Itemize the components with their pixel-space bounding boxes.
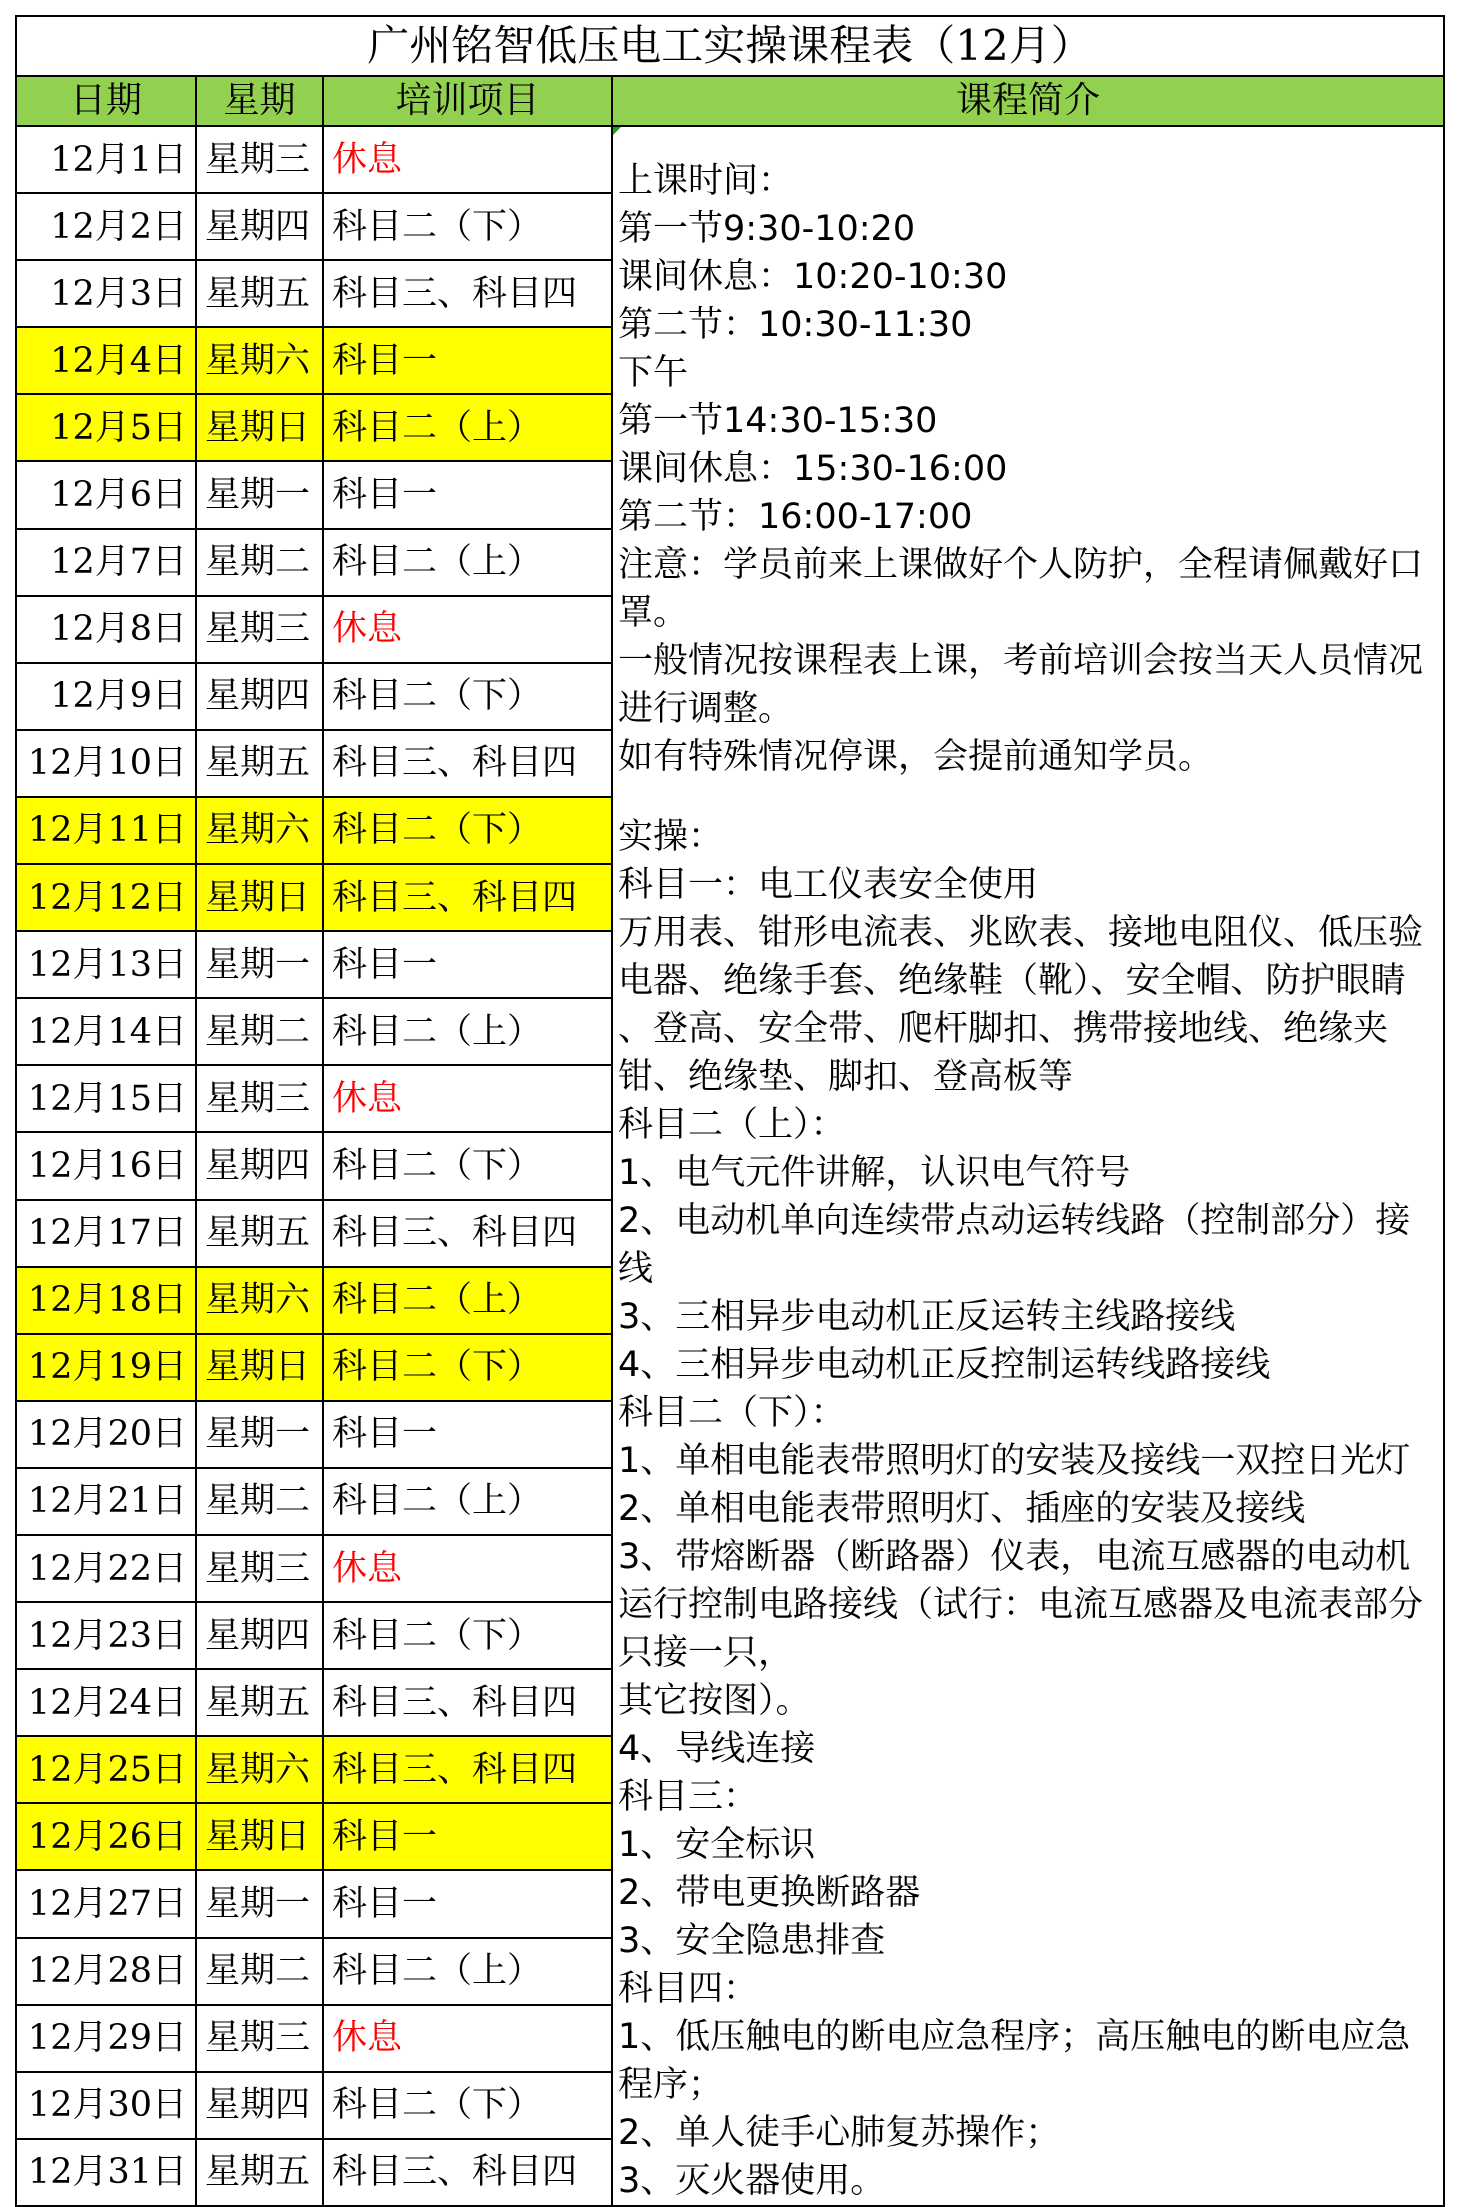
weekday-cell: 星期三 — [196, 126, 323, 193]
weekday-cell: 星期三 — [196, 1065, 323, 1132]
description-line: 科目二（上）： — [618, 1105, 846, 1145]
column-header-date: 日期 — [16, 76, 196, 126]
weekday-cell: 星期日 — [196, 1803, 323, 1870]
training-item-cell: 科目三、科目四 — [323, 1200, 612, 1267]
description-line: 3、带熔断器（断路器）仪表，电流互感器的电动机运行控制电路接线（试行：电流互感器及电流表部分只接一只， — [618, 1537, 1424, 1673]
date-cell: 12月2日 — [16, 193, 196, 260]
description-line: 课间休息：10:20-10:30 — [618, 257, 1008, 297]
description-line: 4、三相异步电动机正反控制运转线路接线 — [618, 1345, 1271, 1385]
training-item-cell: 科目二（下） — [323, 2072, 612, 2139]
date-cell: 12月21日 — [16, 1468, 196, 1535]
description-line: 科目四： — [618, 1969, 759, 2009]
weekday-cell: 星期六 — [196, 797, 323, 864]
description-line: 科目二（下）： — [618, 1393, 846, 1433]
description-line: 第一节14:30-15:30 — [618, 401, 938, 441]
description-line: 上课时间： — [618, 161, 794, 201]
schedule-table — [15, 15, 1445, 2207]
description-line: 1、安全标识 — [618, 1825, 816, 1865]
description-line: 万用表、钳形电流表、兆欧表、接地电阻仪、低压验电器、绝缘手套、绝缘鞋（靴）、安全帽、防护眼睛 、登高、安全带、爬杆脚扣、携带接地线、绝缘夹钳、绝缘垫、脚扣、登高板等 — [618, 913, 1424, 1097]
description-line: 3、安全隐患排查 — [618, 1921, 886, 1961]
description-line: 如有特殊情况停课，会提前通知学员。 — [618, 737, 1214, 777]
date-cell: 12月22日 — [16, 1535, 196, 1602]
weekday-cell: 星期五 — [196, 1200, 323, 1267]
training-item-cell: 科目二（下） — [323, 663, 612, 730]
description-line: 第二节：10:30-11:30 — [618, 305, 973, 345]
description-line: 3、三相异步电动机正反运转主线路接线 — [618, 1297, 1236, 1337]
weekday-cell: 星期六 — [196, 1736, 323, 1803]
date-cell: 12月28日 — [16, 1938, 196, 2005]
weekday-cell: 星期四 — [196, 2072, 323, 2139]
description-blank-line — [618, 781, 1435, 813]
header-row — [16, 76, 1444, 126]
description-line: 第二节：16:00-17:00 — [618, 497, 973, 537]
training-item-cell: 科目一 — [323, 1870, 612, 1937]
description-line: 1、低压触电的断电应急程序；高压触电的断电应急程序； — [618, 2017, 1411, 2105]
date-cell: 12月5日 — [16, 394, 196, 461]
weekday-cell: 星期一 — [196, 931, 323, 998]
schedule-sheet — [15, 15, 1443, 2201]
description-line: 一般情况按课程表上课，考前培训会按当天人员情况进行调整。 — [618, 641, 1424, 729]
rest-day-cell: 休息 — [323, 2005, 612, 2072]
training-item-cell: 科目二（下） — [323, 1334, 612, 1401]
training-item-cell: 科目一 — [323, 1803, 612, 1870]
title-row — [16, 16, 1444, 76]
description-line: 其它按图）。 — [618, 1681, 811, 1721]
training-item-cell: 科目一 — [323, 461, 612, 528]
rest-day-cell: 休息 — [323, 126, 612, 193]
description-line: 科目三： — [618, 1777, 759, 1817]
date-cell: 12月9日 — [16, 663, 196, 730]
description-line: 注意：学员前来上课做好个人防护，全程请佩戴好口罩。 — [618, 545, 1424, 633]
date-cell: 12月31日 — [16, 2139, 196, 2206]
date-cell: 12月12日 — [16, 864, 196, 931]
training-item-cell: 科目三、科目四 — [323, 1736, 612, 1803]
weekday-cell: 星期日 — [196, 394, 323, 461]
weekday-cell: 星期二 — [196, 529, 323, 596]
weekday-cell: 星期五 — [196, 1669, 323, 1736]
date-cell: 12月11日 — [16, 797, 196, 864]
date-cell: 12月10日 — [16, 730, 196, 797]
description-line: 课间休息：15:30-16:00 — [618, 449, 1008, 489]
weekday-cell: 星期一 — [196, 1870, 323, 1937]
weekday-cell: 星期一 — [196, 461, 323, 528]
description-line: 1、单相电能表带照明灯的安装及接线一双控日光灯 — [618, 1441, 1411, 1481]
rest-day-cell: 休息 — [323, 1535, 612, 1602]
weekday-cell: 星期三 — [196, 1535, 323, 1602]
training-item-cell: 科目一 — [323, 1401, 612, 1468]
description-line: 2、带电更换断路器 — [618, 1873, 921, 1913]
date-cell: 12月1日 — [16, 126, 196, 193]
training-item-cell: 科目二（下） — [323, 1602, 612, 1669]
training-item-cell: 科目二（下） — [323, 797, 612, 864]
table-row — [16, 126, 1444, 193]
date-cell: 12月26日 — [16, 1803, 196, 1870]
date-cell: 12月4日 — [16, 327, 196, 394]
training-item-cell: 科目三、科目四 — [323, 260, 612, 327]
description-line: 第一节9:30-10:20 — [618, 209, 916, 249]
weekday-cell: 星期二 — [196, 998, 323, 1065]
training-item-cell: 科目二（上） — [323, 1267, 612, 1334]
date-cell: 12月27日 — [16, 1870, 196, 1937]
training-item-cell: 科目二（上） — [323, 1938, 612, 2005]
training-item-cell: 科目二（下） — [323, 1132, 612, 1199]
date-cell: 12月29日 — [16, 2005, 196, 2072]
rest-day-cell: 休息 — [323, 1065, 612, 1132]
training-item-cell: 科目二（下） — [323, 193, 612, 260]
weekday-cell: 星期五 — [196, 730, 323, 797]
description-line: 下午 — [618, 353, 689, 393]
date-cell: 12月19日 — [16, 1334, 196, 1401]
weekday-cell: 星期六 — [196, 1267, 323, 1334]
training-item-cell: 科目三、科目四 — [323, 1669, 612, 1736]
weekday-cell: 星期四 — [196, 193, 323, 260]
training-item-cell: 科目二（上） — [323, 394, 612, 461]
date-cell: 12月13日 — [16, 931, 196, 998]
date-cell: 12月16日 — [16, 1132, 196, 1199]
rest-day-cell: 休息 — [323, 596, 612, 663]
training-item-cell: 科目二（上） — [323, 529, 612, 596]
date-cell: 12月14日 — [16, 998, 196, 1065]
training-item-cell: 科目一 — [323, 327, 612, 394]
weekday-cell: 星期二 — [196, 1468, 323, 1535]
weekday-cell: 星期一 — [196, 1401, 323, 1468]
date-cell: 12月24日 — [16, 1669, 196, 1736]
date-cell: 12月6日 — [16, 461, 196, 528]
date-cell: 12月15日 — [16, 1065, 196, 1132]
page-title: 广州铭智低压电工实操课程表（12月） — [16, 16, 1444, 76]
weekday-cell: 星期四 — [196, 1132, 323, 1199]
description-line: 2、单人徒手心肺复苏操作； — [618, 2113, 1061, 2153]
description-line: 2、电动机单向连续带点动运转线路（控制部分）接线 — [618, 1201, 1411, 1289]
weekday-cell: 星期二 — [196, 1938, 323, 2005]
description-line: 4、导线连接 — [618, 1729, 816, 1769]
description-line: 实操： — [618, 817, 724, 857]
training-item-cell: 科目二（上） — [323, 1468, 612, 1535]
cell-comment-marker — [613, 127, 621, 135]
date-cell: 12月17日 — [16, 1200, 196, 1267]
date-cell: 12月30日 — [16, 2072, 196, 2139]
training-item-cell: 科目一 — [323, 931, 612, 998]
weekday-cell: 星期日 — [196, 1334, 323, 1401]
weekday-cell: 星期四 — [196, 1602, 323, 1669]
description-line: 1、电气元件讲解，认识电气符号 — [618, 1153, 1131, 1193]
course-description — [612, 126, 1444, 2206]
weekday-cell: 星期五 — [196, 260, 323, 327]
description-line: 科目一：电工仪表安全使用 — [618, 865, 1039, 905]
column-header-course-description: 课程简介 — [612, 76, 1444, 126]
description-line: 2、单相电能表带照明灯、插座的安装及接线 — [618, 1489, 1306, 1529]
date-cell: 12月18日 — [16, 1267, 196, 1334]
date-cell: 12月8日 — [16, 596, 196, 663]
date-cell: 12月20日 — [16, 1401, 196, 1468]
description-line: 3、灭火器使用。 — [618, 2161, 886, 2201]
date-cell: 12月7日 — [16, 529, 196, 596]
training-item-cell: 科目三、科目四 — [323, 864, 612, 931]
date-cell: 12月3日 — [16, 260, 196, 327]
column-header-weekday: 星期 — [196, 76, 323, 126]
column-header-training-item: 培训项目 — [323, 76, 612, 126]
weekday-cell: 星期三 — [196, 2005, 323, 2072]
training-item-cell: 科目三、科目四 — [323, 730, 612, 797]
weekday-cell: 星期五 — [196, 2139, 323, 2206]
weekday-cell: 星期三 — [196, 596, 323, 663]
weekday-cell: 星期六 — [196, 327, 323, 394]
weekday-cell: 星期四 — [196, 663, 323, 730]
date-cell: 12月23日 — [16, 1602, 196, 1669]
training-item-cell: 科目二（上） — [323, 998, 612, 1065]
weekday-cell: 星期日 — [196, 864, 323, 931]
date-cell: 12月25日 — [16, 1736, 196, 1803]
training-item-cell: 科目三、科目四 — [323, 2139, 612, 2206]
